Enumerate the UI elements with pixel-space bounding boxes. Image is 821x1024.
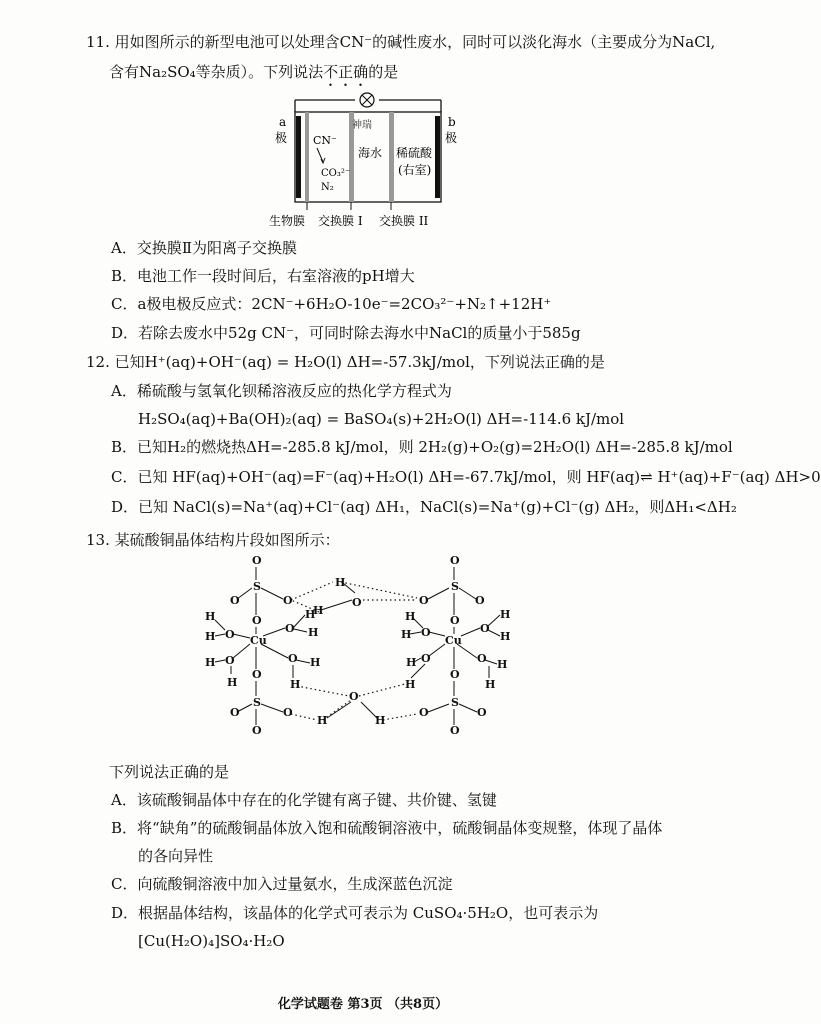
atom-h: H [401,628,412,641]
label-b: b [448,115,456,129]
atom-h: H [405,610,416,623]
q12-option-a-line2: H₂SO₄(aq)+Ba(OH)₂(aq) = BaSO₄(s)+2H₂O(l) ΔH=-114.6 kJ/mol [138,410,625,428]
atom-h: H [290,678,301,691]
label-cn: CN⁻ [313,134,337,147]
q12-option-c: C．已知 HF(aq)+OH⁻(aq)=F⁻(aq)+H₂O(l) ΔH=-67.7kJ/mol，则 HF(aq)⇌ H⁺(aq)+F⁻(aq) ΔH>0 [111,468,821,486]
atom-o: O [475,594,485,607]
label-bio-membrane: 生物膜 [269,214,306,228]
atom-o: O [230,594,240,607]
q13-option-b-line1: B．将“缺角”的硫酸铜晶体放入饱和硫酸铜溶液中，硫酸铜晶体变规整，体现了晶体 [111,819,663,837]
crystal-structure-diagram [195,548,515,738]
atom-o: O [450,668,460,681]
atom-h: H [205,630,216,643]
q13-option-c: C．向硫酸铜溶液中加入过量氨水，生成深蓝色沉淀 [111,875,453,893]
q12-option-d: D．已知 NaCl(s)=Na⁺(aq)+Cl⁻(aq) ΔH₁，NaCl(s)=Na⁺(g)+Cl⁻(g) ΔH₂，则ΔH₁<ΔH₂ [111,498,737,516]
label-seawater: 海水 [358,146,383,160]
atom-o: O [450,614,460,627]
atom-o: O [285,622,295,635]
q11-stem-post: 的是 [368,63,399,81]
atom-h: H [305,608,316,621]
atom-o: O [419,706,429,719]
q13-option-a: A．该硫酸铜晶体中存在的化学键有离子键、共价键、氢键 [111,791,497,809]
q11-option-c: C．a极电极反应式：2CN⁻+6H₂O-10e⁻=2CO₃²⁻+N₂↑+12H⁺ [111,295,552,313]
atom-o: O [283,594,293,607]
atom-o: O [450,554,460,567]
membrane-2 [389,112,394,202]
atom-h: H [485,678,496,691]
atom-o: O [352,596,362,609]
atom-h: H [335,576,346,589]
atom-o: O [288,652,298,665]
atom-o: O [252,614,262,627]
q13-stem [86,530,340,550]
atom-h: H [308,626,319,639]
q13-stem-text: 某硫酸铜晶体结构片段如图所示： [114,531,340,549]
atom-o: O [480,622,490,635]
atom-h: H [497,658,508,671]
battery-diagram [255,86,485,232]
atom-o: O [419,594,429,607]
atom-o: O [252,668,262,681]
atom-cu: Cu [445,634,462,647]
atom-o: O [252,724,262,737]
label-membrane-1: 交换膜 I [318,214,363,228]
atom-o: O [421,652,431,665]
label-acid: 稀硫酸 [396,146,433,160]
atom-s: S [451,696,459,709]
q11-stem-pre: 含有Na₂SO₄等杂质）。下列说法 [109,63,324,81]
atom-o: O [225,628,235,641]
atom-cu: Cu [250,634,267,647]
q11-number: 11. [86,33,110,51]
label-co3: CO₃²⁻ [321,168,351,179]
label-a: a [279,115,287,129]
bulb-icon [360,93,374,107]
membrane-bio [305,112,309,202]
atom-h: H [205,656,216,669]
q13-option-d-line2: [Cu(H₂O)₄]SO₄·H₂O [138,932,285,950]
atom-s: S [451,580,459,593]
atom-h: H [205,610,216,623]
q12-stem [86,352,605,372]
atom-o: O [230,706,240,719]
label-right-room: (右室) [398,163,432,177]
atom-h: H [375,714,386,727]
q12-option-a-line1: A．稀硫酸与氢氧化钡稀溶液反应的热化学方程式为 [111,382,452,400]
label-n2: N₂ [321,182,334,193]
q12-number: 12. [86,353,110,371]
atom-h: H [310,656,321,669]
q12-stem-text: 已知H⁺(aq)+OH⁻(aq) = H₂O(l) ΔH=-57.3kJ/mol，下列说法正确的是 [114,353,605,371]
q11-option-d: D．若除去废水中52g CN⁻，可同时除去海水中NaCl的质量小于585g [111,324,581,342]
q11-stem-line1 [86,32,715,52]
atom-o: O [450,724,460,737]
atom-o: O [421,626,431,639]
q13-option-b-line2: 的各向异性 [138,847,214,865]
atom-h: H [317,714,328,727]
electrode-b [435,116,440,198]
q13-option-d-line1: D．根据晶体结构，该晶体的化学式可表示为 CuSO₄·5H₂O，也可表示为 [111,904,599,922]
atom-o: O [225,654,235,667]
atom-s: S [253,580,261,593]
q11-option-a: A．交换膜Ⅱ为阳离子交换膜 [111,239,298,257]
atom-s: S [253,696,261,709]
q13-number: 13. [86,531,110,549]
atom-h: H [227,676,238,689]
q12-option-b: B．已知H₂的燃烧热ΔH=-285.8 kJ/mol，则 2H₂(g)+O₂(g)=2H₂O(l) ΔH=-285.8 kJ/mol [111,438,733,456]
electrode-a [296,116,301,198]
atom-h: H [500,608,511,621]
atom-h: H [313,604,324,617]
atom-h: H [405,678,416,691]
label-b-ji: 极 [445,131,458,145]
q11-option-b: B．电池工作一段时间后，右室溶液的pH增大 [111,267,415,285]
atom-o: O [252,554,262,567]
q11-stem-emphasis: 不正确 [323,63,369,81]
atom-o: O [477,652,487,665]
label-membrane-2: 交换膜 II [379,214,429,228]
atom-o: O [349,690,359,703]
page-footer: 化学试题卷 第3页 （共8页） [277,997,449,1012]
q13-intro: 下列说法正确的是 [109,763,230,781]
atom-o: O [477,706,487,719]
label-partial: 神瑞 [352,120,372,131]
q11-stem-text: 用如图所示的新型电池可以处理含CN⁻的碱性废水，同时可以淡化海水（主要成分为NaCl, [114,33,716,51]
atom-h: H [500,630,511,643]
label-a-ji: 极 [275,131,288,145]
atom-h: H [406,656,417,669]
atom-o: O [283,706,293,719]
